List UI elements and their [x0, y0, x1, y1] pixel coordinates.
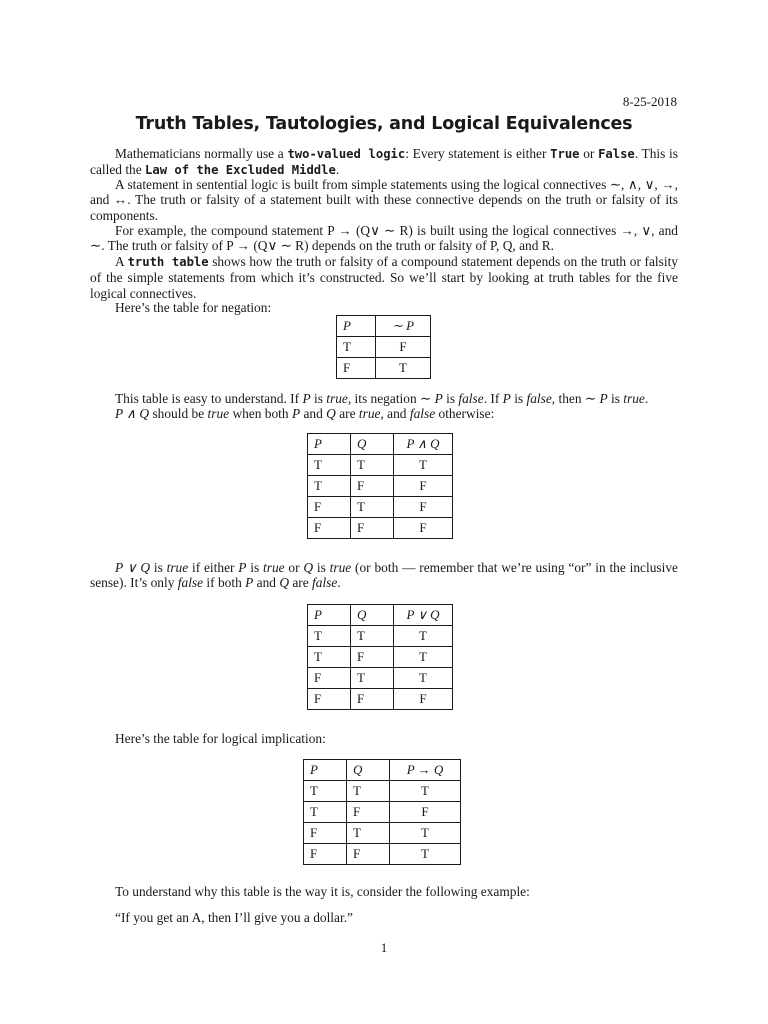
table-header: Q: [347, 760, 390, 781]
table-header: P ∨ Q: [394, 605, 453, 626]
table-header: P: [304, 760, 347, 781]
table-header: P → Q: [390, 760, 461, 781]
table-row: [337, 358, 431, 379]
table-row: F T F: [308, 497, 453, 518]
table-row: F F F: [308, 689, 453, 710]
intro-paragraph-4: A truth table shows how the truth or falsity of a compound statement depends on the truth or falsity of the simple statements from which it’s constructed. So we’ll start by looking at truth tables for the five logical connectives.: [90, 254, 679, 301]
table-row: T F T: [308, 647, 453, 668]
implication-intro: Here’s the table for logical implication:: [115, 731, 326, 746]
table-row: T T T: [308, 455, 453, 476]
or-explanation: P ∨ Q is true if either P is true or Q is true (or both — remember that we’re using “or” in the inclusive sense). It’s only false if both P and Q are false.: [90, 560, 678, 591]
page-number: 1: [380, 940, 388, 955]
term-false: False: [598, 147, 635, 161]
negation-explanation: This table is easy to understand. If P is true, its negation ∼ P is false. If P is false, then ∼ P is true.: [115, 391, 649, 406]
closing-paragraph: To understand why this table is the way it is, consider the following example:: [115, 884, 530, 899]
intro-paragraph-1: Mathematicians normally use a two-valued logic: Every statement is either True or False. This is called the Law of the Excluded Middle.: [90, 146, 678, 178]
table-row: F F T: [304, 844, 461, 865]
table-row: [337, 337, 431, 358]
intro-paragraph-3: For example, the compound statement P → (Q∨ ∼ R) is built using the logical connectives →, ∨, and ∼. The truth or falsity of P → (Q∨ ∼ R) depends on the truth or falsity of P, Q, and R.: [90, 223, 678, 254]
term-truth-table: truth table: [127, 255, 209, 269]
table-row: T F F: [304, 802, 461, 823]
table-row: T T T: [304, 781, 461, 802]
table-row: F T T: [308, 668, 453, 689]
table-cell: F: [337, 358, 376, 379]
and-explanation: P ∧ Q should be true when both P and Q are true, and false otherwise:: [115, 406, 495, 421]
table-header: ∼ P: [376, 316, 431, 337]
table-header: Q: [351, 434, 394, 455]
term-true: True: [550, 147, 580, 161]
table-row: F T T: [304, 823, 461, 844]
or-truth-table: [307, 604, 453, 710]
table-cell: F: [376, 337, 431, 358]
negation-intro: Here’s the table for negation:: [115, 300, 272, 315]
term-two-valued-logic: two-valued logic: [287, 147, 406, 161]
table-row: T T T: [308, 626, 453, 647]
implication-truth-table: [303, 759, 461, 865]
table-header: P: [308, 434, 351, 455]
document-title: Truth Tables, Tautologies, and Logical Equivalences: [135, 114, 633, 134]
table-row: F F F: [308, 518, 453, 539]
table-header: P: [308, 605, 351, 626]
table-header: Q: [351, 605, 394, 626]
table-header: P ∧ Q: [394, 434, 453, 455]
table-row: T F F: [308, 476, 453, 497]
table-cell: T: [337, 337, 376, 358]
table-cell: T: [376, 358, 431, 379]
document-date: 8-25-2018: [622, 94, 677, 109]
example-quote: “If you get an A, then I’ll give you a dollar.”: [115, 910, 353, 925]
and-truth-table: [307, 433, 453, 539]
table-header: P: [337, 316, 376, 337]
intro-paragraph-2: A statement in sentential logic is built from simple statements using the logical connectives ∼, ∧, ∨, →, and ↔. The truth or falsity of a statement built with these connective depends on the truth or falsity of its components.: [90, 177, 678, 223]
negation-truth-table: [336, 315, 431, 379]
term-law-excluded-middle: Law of the Excluded Middle: [145, 163, 336, 178]
